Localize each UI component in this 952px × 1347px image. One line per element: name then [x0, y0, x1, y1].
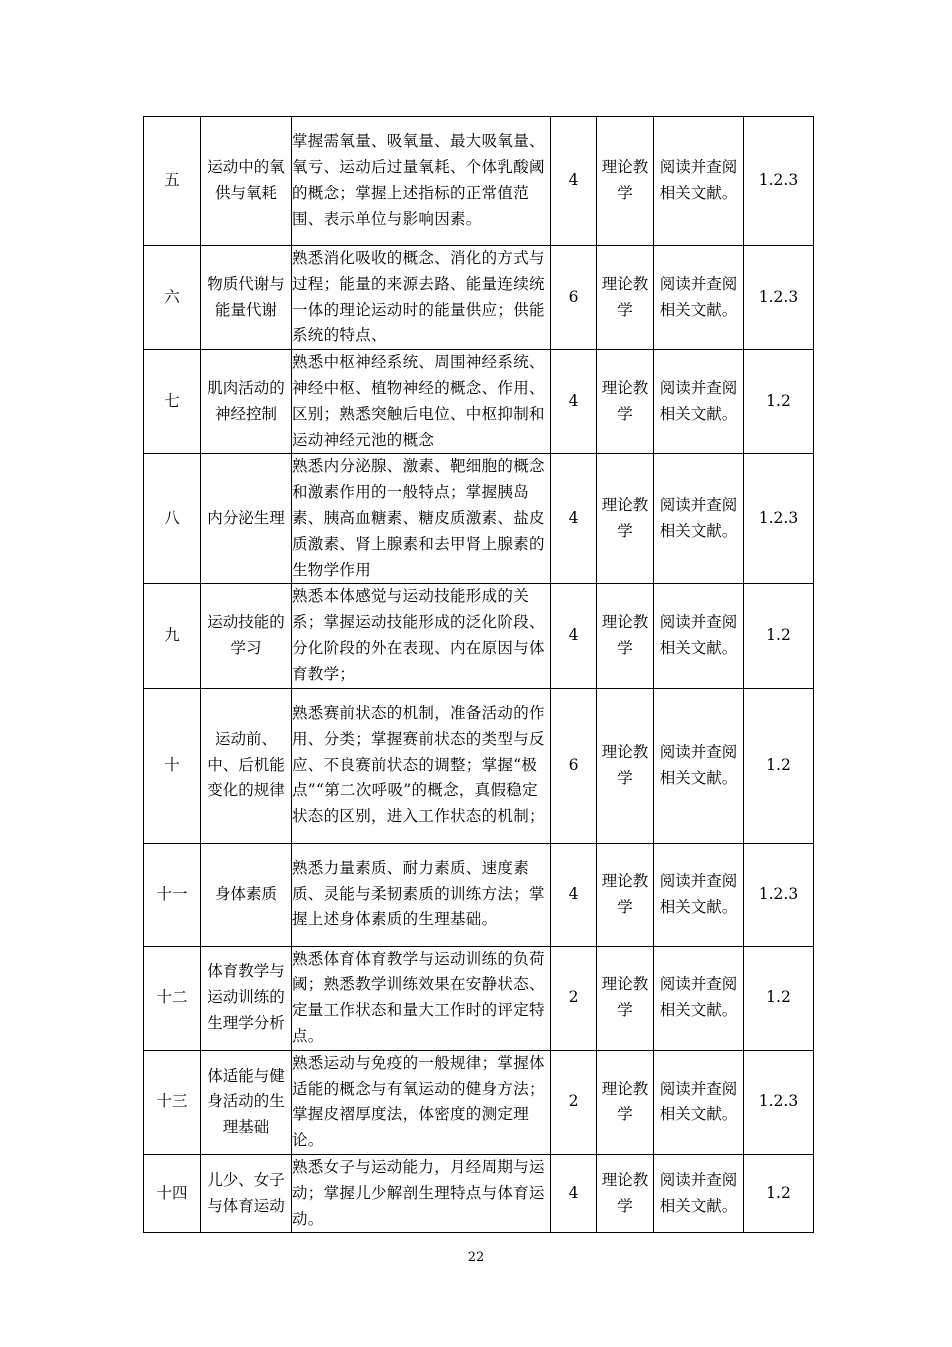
hours-cell: 2: [551, 946, 597, 1050]
assignment-cell: 阅读并查阅相关文献。: [654, 350, 744, 454]
content-cell: 熟悉体育体育教学与运动训练的负荷阈；熟悉教学训练效果在安静状态、定量工作状态和量大工作时的评定特点。: [292, 946, 551, 1050]
content-cell: 熟悉力量素质、耐力素质、速度素质、灵能与柔韧素质的训练方法；掌握上述身体素质的生理基础。: [292, 843, 551, 946]
assignment-cell: 阅读并查阅相关文献。: [654, 688, 744, 843]
hours-cell: 4: [551, 843, 597, 946]
table-row: [144, 246, 814, 350]
hours-cell: 4: [551, 117, 597, 246]
content-cell: 熟悉内分泌腺、激素、靶细胞的概念和激素作用的一般特点；掌握胰岛素、胰高血糖素、糖皮质激素、盐皮质激素、肾上腺素和去甲肾上腺素的生物学作用: [292, 454, 551, 584]
table-row: [144, 350, 814, 454]
table-row: [144, 1154, 814, 1232]
topic-cell: 运动中的氧供与氧耗: [201, 117, 292, 246]
table-row: [144, 946, 814, 1050]
teaching-method-cell: 理论教学: [597, 1154, 654, 1232]
teaching-method-cell: 理论教学: [597, 246, 654, 350]
objectives-cell: 1.2: [744, 688, 814, 843]
topic-cell: 内分泌生理: [201, 454, 292, 584]
teaching-method-cell: 理论教学: [597, 584, 654, 688]
section-number: 五: [144, 117, 201, 246]
objectives-cell: 1.2.3: [744, 117, 814, 246]
content-cell: 熟悉女子与运动能力，月经周期与运动；掌握儿少解剖生理特点与体育运动。: [292, 1154, 551, 1232]
section-number: 十一: [144, 843, 201, 946]
objectives-cell: 1.2: [744, 584, 814, 688]
hours-cell: 4: [551, 1154, 597, 1232]
table-row: [144, 117, 814, 246]
topic-cell: 肌肉活动的神经控制: [201, 350, 292, 454]
teaching-method-cell: 理论教学: [597, 843, 654, 946]
topic-cell: 物质代谢与能量代谢: [201, 246, 292, 350]
objectives-cell: 1.2.3: [744, 1050, 814, 1154]
assignment-cell: 阅读并查阅相关文献。: [654, 246, 744, 350]
teaching-method-cell: 理论教学: [597, 117, 654, 246]
teaching-method-cell: 理论教学: [597, 946, 654, 1050]
topic-cell: 体适能与健身活动的生理基础: [201, 1050, 292, 1154]
assignment-cell: 阅读并查阅相关文献。: [654, 454, 744, 584]
teaching-method-cell: 理论教学: [597, 1050, 654, 1154]
page-number: 22: [467, 1250, 485, 1265]
objectives-cell: 1.2.3: [744, 843, 814, 946]
section-number: 七: [144, 350, 201, 454]
topic-cell: 身体素质: [201, 843, 292, 946]
section-number: 十三: [144, 1050, 201, 1154]
section-number: 十: [144, 688, 201, 843]
objectives-cell: 1.2: [744, 946, 814, 1050]
content-cell: 熟悉本体感觉与运动技能形成的关系；掌握运动技能形成的泛化阶段、分化阶段的外在表现、内在原因与体育教学；: [292, 584, 551, 688]
table-body: [144, 117, 814, 1233]
section-number: 十二: [144, 946, 201, 1050]
hours-cell: 6: [551, 688, 597, 843]
table-row: [144, 584, 814, 688]
topic-cell: 运动前、中、后机能变化的规律: [201, 688, 292, 843]
table-row: [144, 1050, 814, 1154]
objectives-cell: 1.2.3: [744, 454, 814, 584]
teaching-method-cell: 理论教学: [597, 454, 654, 584]
objectives-cell: 1.2: [744, 1154, 814, 1232]
section-number: 六: [144, 246, 201, 350]
table-row: [144, 454, 814, 584]
section-number: 八: [144, 454, 201, 584]
section-number: 九: [144, 584, 201, 688]
hours-cell: 6: [551, 246, 597, 350]
hours-cell: 4: [551, 584, 597, 688]
assignment-cell: 阅读并查阅相关文献。: [654, 946, 744, 1050]
teaching-method-cell: 理论教学: [597, 350, 654, 454]
assignment-cell: 阅读并查阅相关文献。: [654, 584, 744, 688]
content-cell: 熟悉消化吸收的概念、消化的方式与过程；能量的来源去路、能量连续统一体的理论运动时的能量供应；供能系统的特点、: [292, 246, 551, 350]
content-cell: 掌握需氧量、吸氧量、最大吸氧量、氧亏、运动后过量氧耗、个体乳酸阈的概念；掌握上述指标的正常值范围、表示单位与影响因素。: [292, 117, 551, 246]
hours-cell: 4: [551, 350, 597, 454]
table-row: [144, 688, 814, 843]
assignment-cell: 阅读并查阅相关文献。: [654, 843, 744, 946]
content-cell: 熟悉赛前状态的机制，准备活动的作用、分类；掌握赛前状态的类型与反应、不良赛前状态的调整；掌握“极点”“第二次呼吸”的概念，真假稳定状态的区别，进入工作状态的机制；: [292, 688, 551, 843]
teaching-method-cell: 理论教学: [597, 688, 654, 843]
topic-cell: 儿少、女子与体育运动: [201, 1154, 292, 1232]
objectives-cell: 1.2.3: [744, 246, 814, 350]
hours-cell: 2: [551, 1050, 597, 1154]
assignment-cell: 阅读并查阅相关文献。: [654, 117, 744, 246]
syllabus-table: [143, 116, 814, 1233]
objectives-cell: 1.2: [744, 350, 814, 454]
assignment-cell: 阅读并查阅相关文献。: [654, 1050, 744, 1154]
assignment-cell: 阅读并查阅相关文献。: [654, 1154, 744, 1232]
topic-cell: 运动技能的学习: [201, 584, 292, 688]
content-cell: 熟悉运动与免疫的一般规律；掌握体适能的概念与有氧运动的健身方法；掌握皮褶厚度法，体密度的测定理论。: [292, 1050, 551, 1154]
topic-cell: 体育教学与运动训练的生理学分析: [201, 946, 292, 1050]
content-cell: 熟悉中枢神经系统、周围神经系统、神经中枢、植物神经的概念、作用、区别；熟悉突触后电位、中枢抑制和运动神经元池的概念: [292, 350, 551, 454]
hours-cell: 4: [551, 454, 597, 584]
section-number: 十四: [144, 1154, 201, 1232]
table-row: [144, 843, 814, 946]
